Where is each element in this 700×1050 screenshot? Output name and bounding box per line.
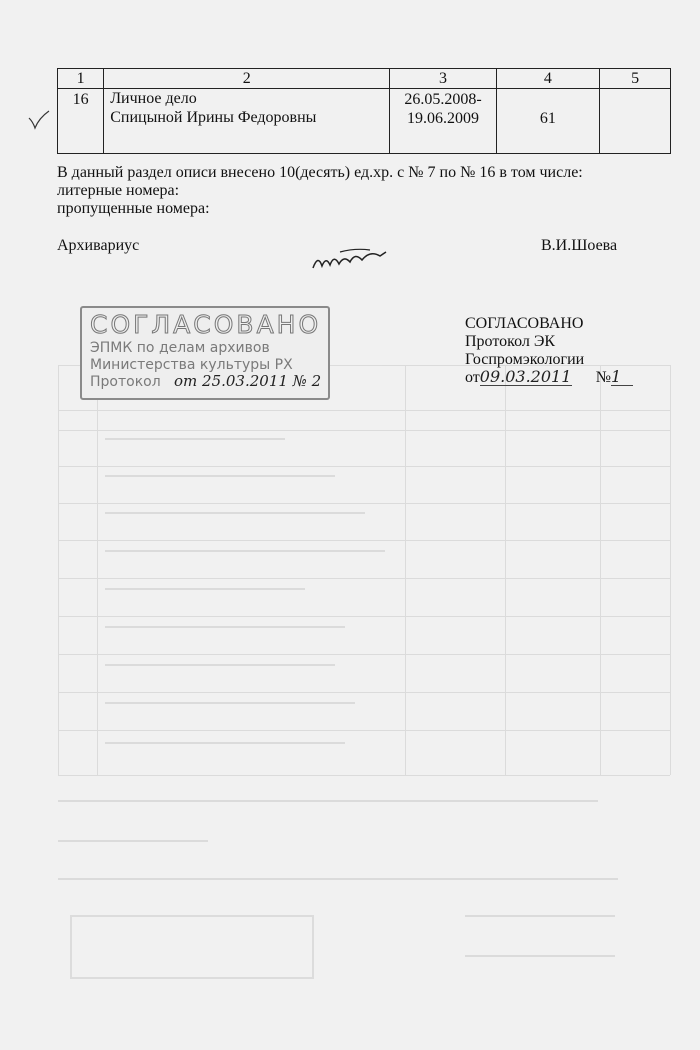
- approval-title: СОГЛАСОВАНО: [465, 315, 584, 332]
- bleed-text: [105, 438, 285, 440]
- bleed-text: [105, 664, 335, 666]
- bleed-line: [58, 616, 670, 653]
- bleed-line: [58, 466, 670, 503]
- bleed-line: [670, 365, 671, 775]
- bleed-line: [97, 365, 98, 775]
- bleed-text: [465, 955, 615, 957]
- stamp-line: Министерства культуры РХ: [90, 357, 293, 373]
- file-title-line: Спицыной Ирины Федоровны: [110, 109, 317, 126]
- date-from: 26.05.2008-: [404, 91, 482, 108]
- bleed-line: [58, 578, 670, 615]
- column-header: 2: [104, 69, 390, 89]
- bleed-text: [105, 550, 385, 552]
- bleed-text: [105, 588, 305, 590]
- bleed-text: [58, 878, 618, 880]
- checkmark-icon: [28, 110, 50, 130]
- date-range-cell: [390, 89, 496, 154]
- archivist-name: В.И.Шоева: [541, 237, 618, 254]
- bleed-line: [58, 692, 670, 729]
- approval-number: 1: [611, 369, 633, 386]
- approval-date-prefix: от: [465, 369, 480, 386]
- file-title-line: Личное дело: [110, 90, 197, 107]
- bleed-line: [58, 430, 670, 467]
- row-number: 16: [58, 89, 104, 154]
- bleed-line: [58, 654, 670, 691]
- bleed-line: [58, 410, 670, 447]
- approval-date-line: [465, 369, 633, 387]
- bleed-line: [58, 730, 670, 767]
- bleed-text: [105, 702, 355, 704]
- table-row: [58, 89, 671, 154]
- bleed-line: [58, 503, 670, 540]
- bleed-line: [405, 365, 406, 775]
- literal-numbers-line: литерные номера:: [57, 182, 180, 199]
- bleed-text: [58, 800, 598, 802]
- skipped-numbers-line: пропущенные номера:: [57, 200, 210, 217]
- bleed-text: [105, 512, 365, 514]
- column-header: 5: [600, 69, 671, 89]
- bleed-line: [58, 540, 670, 577]
- stamp-title: СОГЛАСОВАНО: [90, 310, 322, 339]
- approval-block: [465, 315, 633, 387]
- bleed-text: [465, 915, 615, 917]
- note-cell: [600, 89, 671, 154]
- bleed-line: [58, 365, 59, 775]
- approval-protocol: Протокол ЭК: [465, 333, 556, 350]
- approval-number-prefix: №: [595, 369, 612, 386]
- approval-date: 09.03.2011: [479, 367, 572, 386]
- column-header: 1: [58, 69, 104, 89]
- stamp-line: ЭПМК по делам архивов: [90, 340, 270, 356]
- bleed-line: [58, 775, 670, 812]
- column-header: 3: [390, 69, 496, 89]
- table-header-row: [58, 69, 671, 89]
- bleed-text: [58, 840, 208, 842]
- bleed-text: [105, 626, 345, 628]
- date-to: 19.06.2009: [406, 110, 479, 127]
- approval-organization: Госпромэкологии: [465, 351, 585, 368]
- bleed-text: [105, 742, 345, 744]
- stamp-protocol-label: Протокол: [90, 374, 161, 390]
- file-title-cell: [104, 89, 390, 154]
- stamp-handwritten-protocol: от 25.03.2011 № 2: [174, 372, 322, 390]
- summary-line: В данный раздел описи внесено 10(десять) ед.хр. с № 7 по № 16 в том числе:: [57, 164, 583, 181]
- inventory-table: [57, 68, 671, 154]
- bleed-text: [105, 475, 335, 477]
- bleed-stamp: [70, 915, 314, 979]
- archivist-role: Архивариус: [57, 237, 140, 254]
- approval-stamp: [80, 306, 330, 400]
- bleed-line: [505, 365, 506, 775]
- sheet-count: 61: [496, 89, 600, 154]
- bleed-line: [600, 365, 601, 775]
- handwritten-signature: [310, 246, 390, 272]
- column-header: 4: [496, 69, 600, 89]
